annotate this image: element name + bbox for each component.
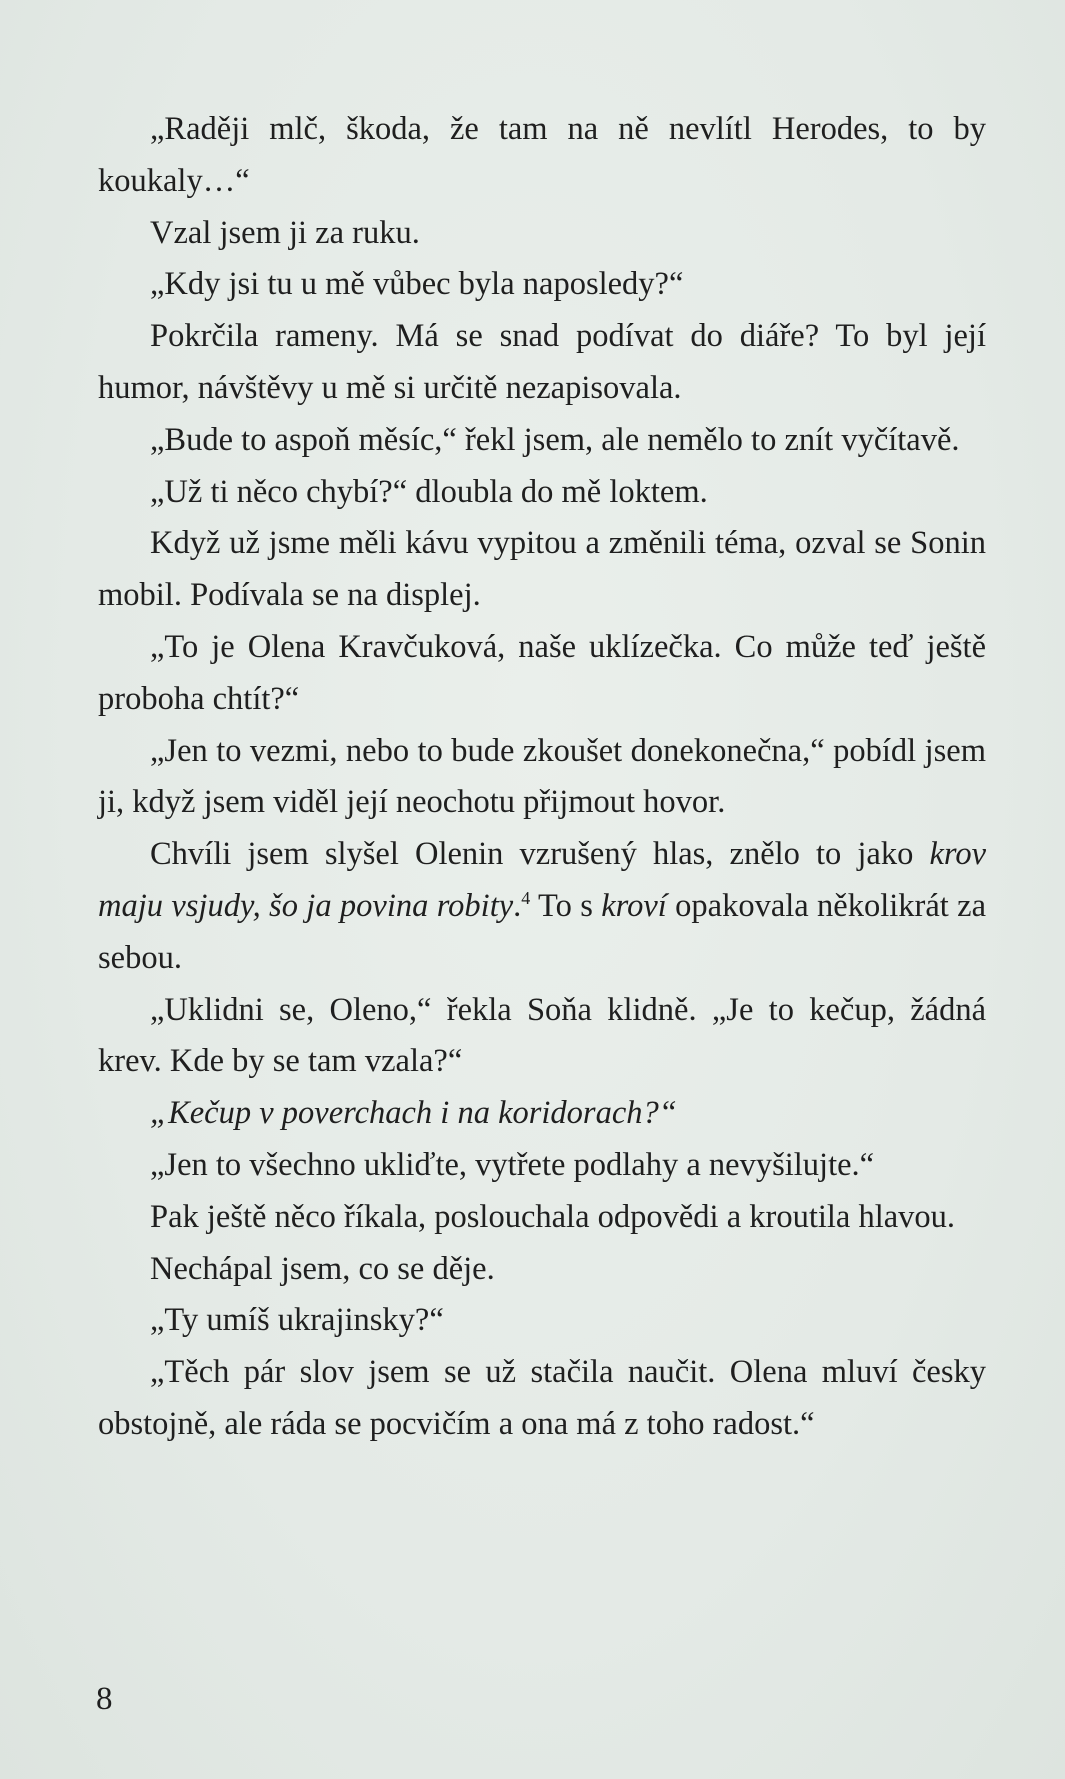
paragraph: „Kdy jsi tu u mě vůbec byla naposledy?“ <box>150 266 684 303</box>
paragraph: „Jen to všechno ukliďte, vytřete podlahy a nevyšilujte.“ <box>150 1146 875 1183</box>
paragraph-text: To s <box>530 887 602 924</box>
paragraph: Když už jsme měli kávu vypitou a změnili téma, ozval se Sonin mobil. Podívala se na displej. <box>98 525 986 614</box>
paragraph: „Těch pár slov jsem se už stačila naučit. Olena mluví česky obstojně, ale ráda se pocvičím a ona má z toho radost.“ <box>98 1354 986 1442</box>
paragraph: „Bude to aspoň měsíc,“ řekl jsem, ale nemělo to znít vyčítavě. <box>150 421 960 458</box>
ukrainian-quote: krov maju vsjudy, šo ja povina robity <box>98 836 986 924</box>
paragraph: Nechápal jsem, co se děje. <box>150 1250 495 1287</box>
paragraph <box>98 1088 986 1140</box>
paragraph: „Jen to vezmi, nebo to bude zkoušet donekonečna,“ pobídl jsem ji, když jsem viděl její neochotu přijmout hovor. <box>98 732 986 821</box>
body-text <box>98 104 986 1451</box>
paragraph: „Raději mlč, škoda, že tam na ně nevlítl Herodes, to by koukaly…“ <box>98 111 986 199</box>
paragraph-text: . <box>513 887 522 924</box>
paragraph: „To je Olena Kravčuková, naše uklízečka. Co může teď ještě proboha chtít?“ <box>98 628 986 717</box>
paragraph: Pokrčila rameny. Má se snad podívat do diáře? To byl její humor, návštěvy u mě si určitě nezapisovala. <box>98 318 986 406</box>
paragraph-text: Chvíli jsem slyšel Olenin vzrušený hlas, znělo to jako <box>150 836 930 873</box>
footnote-marker: 4 <box>521 888 531 909</box>
page-number: 8 <box>96 1681 113 1717</box>
paragraph: Vzal jsem ji za ruku. <box>150 214 420 251</box>
paragraph: „Už ti něco chybí?“ dloubla do mě loktem. <box>150 473 708 510</box>
paragraph: Pak ještě něco říkala, poslouchala odpovědi a kroutila hlavou. <box>150 1198 956 1235</box>
ukrainian-quote: „Kečup v poverchach i na koridorach?“ <box>150 1095 677 1132</box>
italic-word: kroví <box>601 887 667 924</box>
paragraph: „Uklidni se, Oleno,“ řekla Soňa klidně. „Je to kečup, žádná krev. Kde by se tam vzala?“ <box>98 991 986 1080</box>
paragraph: „Ty umíš ukrajinsky?“ <box>150 1302 444 1339</box>
paragraph-text: opakovala několikrát za sebou. <box>98 887 986 976</box>
paragraph <box>98 829 986 984</box>
